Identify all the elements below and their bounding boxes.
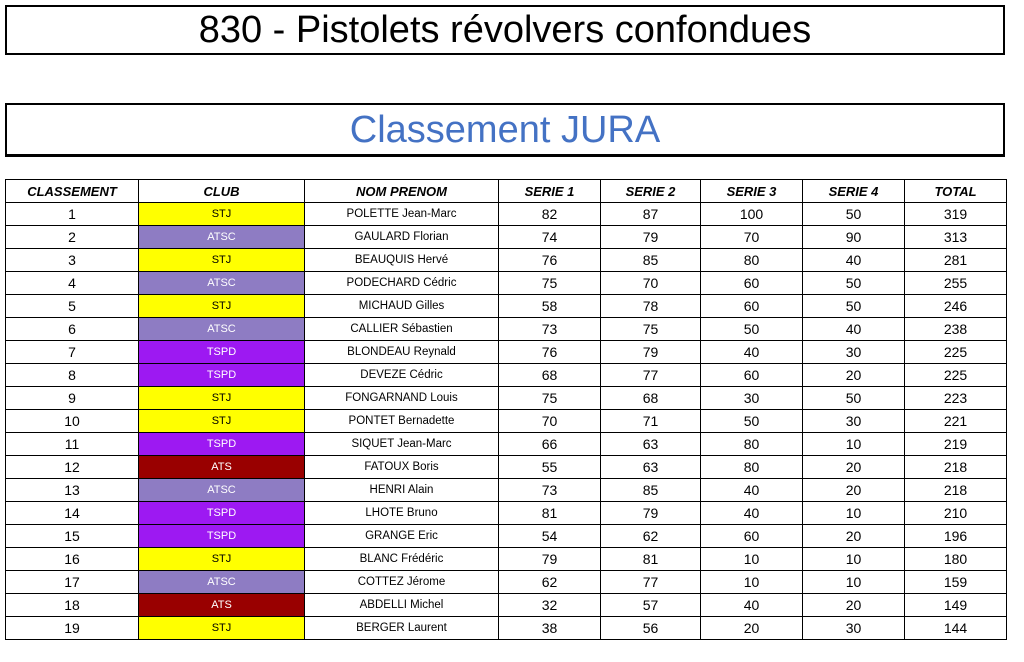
club-cell: TSPD bbox=[139, 433, 305, 456]
serie-2-cell: 62 bbox=[601, 525, 701, 548]
serie-1-cell: 79 bbox=[499, 548, 601, 571]
serie-2-cell: 79 bbox=[601, 502, 701, 525]
name-cell: GAULARD Florian bbox=[305, 226, 499, 249]
table-row bbox=[6, 502, 1007, 525]
club-cell: STJ bbox=[139, 617, 305, 640]
serie-1-cell: 75 bbox=[499, 272, 601, 295]
table-row bbox=[6, 203, 1007, 226]
total-cell: 149 bbox=[905, 594, 1007, 617]
page-title: 830 - Pistolets révolvers confondues bbox=[5, 5, 1005, 55]
total-cell: 218 bbox=[905, 456, 1007, 479]
total-cell: 319 bbox=[905, 203, 1007, 226]
serie-3-cell: 70 bbox=[701, 226, 803, 249]
rank-cell: 2 bbox=[6, 226, 139, 249]
serie-1-cell: 32 bbox=[499, 594, 601, 617]
serie-4-cell: 20 bbox=[803, 525, 905, 548]
name-cell: BEAUQUIS Hervé bbox=[305, 249, 499, 272]
club-cell: TSPD bbox=[139, 341, 305, 364]
table-row bbox=[6, 479, 1007, 502]
club-cell: TSPD bbox=[139, 364, 305, 387]
serie-2-cell: 63 bbox=[601, 433, 701, 456]
header-serie-2: SERIE 2 bbox=[601, 180, 701, 203]
name-cell: BLONDEAU Reynald bbox=[305, 341, 499, 364]
serie-4-cell: 30 bbox=[803, 410, 905, 433]
serie-1-cell: 74 bbox=[499, 226, 601, 249]
serie-1-cell: 73 bbox=[499, 479, 601, 502]
total-cell: 196 bbox=[905, 525, 1007, 548]
rank-cell: 6 bbox=[6, 318, 139, 341]
rank-cell: 4 bbox=[6, 272, 139, 295]
serie-4-cell: 10 bbox=[803, 502, 905, 525]
serie-2-cell: 87 bbox=[601, 203, 701, 226]
rank-cell: 1 bbox=[6, 203, 139, 226]
serie-4-cell: 50 bbox=[803, 387, 905, 410]
serie-1-cell: 76 bbox=[499, 341, 601, 364]
serie-3-cell: 80 bbox=[701, 433, 803, 456]
name-cell: DEVEZE Cédric bbox=[305, 364, 499, 387]
club-cell: STJ bbox=[139, 249, 305, 272]
total-cell: 219 bbox=[905, 433, 1007, 456]
club-cell: ATS bbox=[139, 594, 305, 617]
serie-4-cell: 90 bbox=[803, 226, 905, 249]
serie-1-cell: 75 bbox=[499, 387, 601, 410]
rank-cell: 11 bbox=[6, 433, 139, 456]
table-row bbox=[6, 548, 1007, 571]
name-cell: COTTEZ Jérome bbox=[305, 571, 499, 594]
serie-1-cell: 81 bbox=[499, 502, 601, 525]
serie-2-cell: 68 bbox=[601, 387, 701, 410]
header-club: CLUB bbox=[139, 180, 305, 203]
name-cell: PONTET Bernadette bbox=[305, 410, 499, 433]
rank-cell: 3 bbox=[6, 249, 139, 272]
rank-cell: 17 bbox=[6, 571, 139, 594]
header-rank: CLASSEMENT bbox=[6, 180, 139, 203]
rank-cell: 18 bbox=[6, 594, 139, 617]
total-cell: 246 bbox=[905, 295, 1007, 318]
table-row bbox=[6, 364, 1007, 387]
total-cell: 223 bbox=[905, 387, 1007, 410]
serie-3-cell: 50 bbox=[701, 318, 803, 341]
total-cell: 238 bbox=[905, 318, 1007, 341]
rank-cell: 7 bbox=[6, 341, 139, 364]
rank-cell: 19 bbox=[6, 617, 139, 640]
serie-3-cell: 40 bbox=[701, 594, 803, 617]
table-row bbox=[6, 249, 1007, 272]
club-cell: ATSC bbox=[139, 272, 305, 295]
serie-4-cell: 30 bbox=[803, 617, 905, 640]
serie-1-cell: 70 bbox=[499, 410, 601, 433]
serie-1-cell: 66 bbox=[499, 433, 601, 456]
serie-2-cell: 75 bbox=[601, 318, 701, 341]
name-cell: CALLIER Sébastien bbox=[305, 318, 499, 341]
table-row bbox=[6, 571, 1007, 594]
name-cell: SIQUET Jean-Marc bbox=[305, 433, 499, 456]
total-cell: 281 bbox=[905, 249, 1007, 272]
serie-4-cell: 10 bbox=[803, 433, 905, 456]
serie-3-cell: 30 bbox=[701, 387, 803, 410]
club-cell: ATSC bbox=[139, 479, 305, 502]
serie-3-cell: 60 bbox=[701, 295, 803, 318]
name-cell: GRANGE Eric bbox=[305, 525, 499, 548]
serie-2-cell: 81 bbox=[601, 548, 701, 571]
ranking-body bbox=[6, 203, 1007, 640]
table-row bbox=[6, 617, 1007, 640]
name-cell: HENRI Alain bbox=[305, 479, 499, 502]
table-row bbox=[6, 456, 1007, 479]
serie-4-cell: 10 bbox=[803, 548, 905, 571]
table-row bbox=[6, 410, 1007, 433]
total-cell: 313 bbox=[905, 226, 1007, 249]
rank-cell: 12 bbox=[6, 456, 139, 479]
serie-4-cell: 40 bbox=[803, 249, 905, 272]
serie-2-cell: 71 bbox=[601, 410, 701, 433]
serie-1-cell: 55 bbox=[499, 456, 601, 479]
serie-4-cell: 50 bbox=[803, 272, 905, 295]
club-cell: TSPD bbox=[139, 525, 305, 548]
header-serie-4: SERIE 4 bbox=[803, 180, 905, 203]
serie-3-cell: 60 bbox=[701, 272, 803, 295]
serie-3-cell: 50 bbox=[701, 410, 803, 433]
rank-cell: 10 bbox=[6, 410, 139, 433]
serie-2-cell: 79 bbox=[601, 341, 701, 364]
table-row bbox=[6, 318, 1007, 341]
name-cell: BLANC Frédéric bbox=[305, 548, 499, 571]
serie-4-cell: 40 bbox=[803, 318, 905, 341]
name-cell: PODECHARD Cédric bbox=[305, 272, 499, 295]
club-cell: STJ bbox=[139, 387, 305, 410]
serie-3-cell: 80 bbox=[701, 249, 803, 272]
header-name: NOM PRENOM bbox=[305, 180, 499, 203]
total-cell: 255 bbox=[905, 272, 1007, 295]
serie-2-cell: 78 bbox=[601, 295, 701, 318]
serie-3-cell: 60 bbox=[701, 364, 803, 387]
name-cell: POLETTE Jean-Marc bbox=[305, 203, 499, 226]
name-cell: BERGER Laurent bbox=[305, 617, 499, 640]
table-row bbox=[6, 387, 1007, 410]
total-cell: 225 bbox=[905, 341, 1007, 364]
serie-2-cell: 77 bbox=[601, 364, 701, 387]
serie-2-cell: 85 bbox=[601, 479, 701, 502]
table-row bbox=[6, 525, 1007, 548]
club-cell: TSPD bbox=[139, 502, 305, 525]
table-row bbox=[6, 433, 1007, 456]
table-row bbox=[6, 226, 1007, 249]
club-cell: ATSC bbox=[139, 571, 305, 594]
serie-4-cell: 50 bbox=[803, 295, 905, 318]
serie-2-cell: 79 bbox=[601, 226, 701, 249]
total-cell: 218 bbox=[905, 479, 1007, 502]
serie-1-cell: 38 bbox=[499, 617, 601, 640]
rank-cell: 14 bbox=[6, 502, 139, 525]
table-row bbox=[6, 594, 1007, 617]
serie-3-cell: 10 bbox=[701, 571, 803, 594]
table-row bbox=[6, 272, 1007, 295]
serie-3-cell: 80 bbox=[701, 456, 803, 479]
serie-4-cell: 10 bbox=[803, 571, 905, 594]
serie-2-cell: 70 bbox=[601, 272, 701, 295]
serie-1-cell: 68 bbox=[499, 364, 601, 387]
rank-cell: 13 bbox=[6, 479, 139, 502]
name-cell: MICHAUD Gilles bbox=[305, 295, 499, 318]
serie-4-cell: 50 bbox=[803, 203, 905, 226]
serie-1-cell: 82 bbox=[499, 203, 601, 226]
serie-2-cell: 63 bbox=[601, 456, 701, 479]
name-cell: ABDELLI Michel bbox=[305, 594, 499, 617]
header-serie-3: SERIE 3 bbox=[701, 180, 803, 203]
header-total: TOTAL bbox=[905, 180, 1007, 203]
table-header-row bbox=[6, 180, 1007, 203]
serie-4-cell: 20 bbox=[803, 364, 905, 387]
serie-3-cell: 40 bbox=[701, 502, 803, 525]
name-cell: FONGARNAND Louis bbox=[305, 387, 499, 410]
serie-1-cell: 76 bbox=[499, 249, 601, 272]
club-cell: STJ bbox=[139, 203, 305, 226]
rank-cell: 9 bbox=[6, 387, 139, 410]
club-cell: ATSC bbox=[139, 318, 305, 341]
ranking-subtitle: Classement JURA bbox=[5, 103, 1005, 157]
name-cell: FATOUX Boris bbox=[305, 456, 499, 479]
serie-1-cell: 54 bbox=[499, 525, 601, 548]
serie-3-cell: 60 bbox=[701, 525, 803, 548]
serie-3-cell: 10 bbox=[701, 548, 803, 571]
table-row bbox=[6, 341, 1007, 364]
rank-cell: 16 bbox=[6, 548, 139, 571]
table-row bbox=[6, 295, 1007, 318]
total-cell: 159 bbox=[905, 571, 1007, 594]
total-cell: 210 bbox=[905, 502, 1007, 525]
serie-3-cell: 40 bbox=[701, 341, 803, 364]
serie-4-cell: 20 bbox=[803, 594, 905, 617]
serie-2-cell: 77 bbox=[601, 571, 701, 594]
club-cell: ATSC bbox=[139, 226, 305, 249]
serie-4-cell: 20 bbox=[803, 456, 905, 479]
serie-2-cell: 85 bbox=[601, 249, 701, 272]
name-cell: LHOTE Bruno bbox=[305, 502, 499, 525]
club-cell: STJ bbox=[139, 548, 305, 571]
serie-3-cell: 40 bbox=[701, 479, 803, 502]
header-serie-1: SERIE 1 bbox=[499, 180, 601, 203]
total-cell: 221 bbox=[905, 410, 1007, 433]
serie-1-cell: 62 bbox=[499, 571, 601, 594]
serie-4-cell: 20 bbox=[803, 479, 905, 502]
rank-cell: 15 bbox=[6, 525, 139, 548]
club-cell: STJ bbox=[139, 410, 305, 433]
serie-1-cell: 73 bbox=[499, 318, 601, 341]
total-cell: 144 bbox=[905, 617, 1007, 640]
serie-1-cell: 58 bbox=[499, 295, 601, 318]
club-cell: STJ bbox=[139, 295, 305, 318]
total-cell: 180 bbox=[905, 548, 1007, 571]
serie-3-cell: 100 bbox=[701, 203, 803, 226]
ranking-table bbox=[5, 179, 1007, 640]
serie-2-cell: 57 bbox=[601, 594, 701, 617]
serie-2-cell: 56 bbox=[601, 617, 701, 640]
total-cell: 225 bbox=[905, 364, 1007, 387]
rank-cell: 5 bbox=[6, 295, 139, 318]
serie-3-cell: 20 bbox=[701, 617, 803, 640]
rank-cell: 8 bbox=[6, 364, 139, 387]
club-cell: ATS bbox=[139, 456, 305, 479]
serie-4-cell: 30 bbox=[803, 341, 905, 364]
